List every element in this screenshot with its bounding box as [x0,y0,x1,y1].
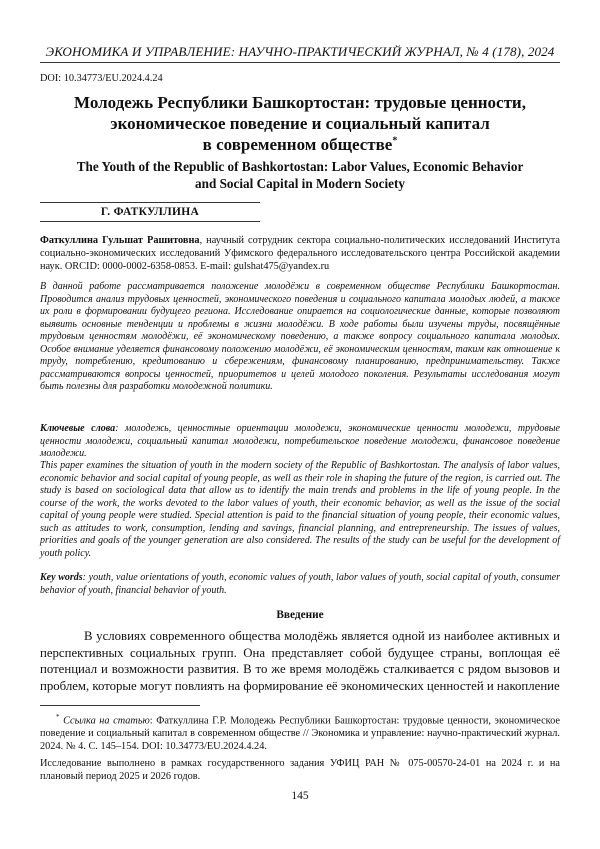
abstract-en: This paper examines the situation of youth in the modern society of the Republic of Bashkortostan. The analysis of labor values, economic behavior and social capital of young people, as well as their role in shaping the future of the region, is carried out. The study is based on sociological data that allow us to identify the main trends and problems in the life of young people. In the course of the work, the works devoted to the labor values of youth, their economic behavior, as well as the issue of the social capital of young people were studied. Special attention is paid to the financial situation of young people, their economic values, such as attitudes to work, consumption, lending and savings, financial planning, and entrepreneurship. The issues of values, priorities and goals of the younger generation are also considered. The results of the study can be useful for the development of youth policy. [40,460,560,559]
keywords-en [40,572,560,597]
section-heading-introduction: Введение [276,609,324,621]
abstract-ru: В данной работе рассматривается положение молодёжи в современном обществе Республики Башкортостан. Проводится анализ трудовых ценностей, экономического поведения и социального капитала молодых людей, а также их роли в формировании будущего региона. Исследование опирается на социологические данные, которые позволяют выявить основные тенденции и проблемы в жизни молодёжи. В ходе работы были изучены труды, посвящённые трудовым ценностям молодёжи, её экономическому поведению, а также вопросу социального капитала молодых. Особое внимание уделяется финансовому положению молодёжи, её экономическим ценностям, таким как отношение к труду, потреблению, кредитованию и сбережениям, финансовому планированию, предпринимательству. Также рассматриваются вопросы ценностей, приоритетов и целей молодого поколения. Результаты исследования могут быть полезны для разработки молодежной политики. [40,281,560,392]
author-name: Г. ФАТКУЛЛИНА [100,206,200,218]
keywords-en-label: Key words [40,572,83,583]
page-number: 145 [291,790,309,802]
running-header: ЭКОНОМИКА И УПРАВЛЕНИЕ: НАУЧНО-ПРАКТИЧЕСКИЙ ЖУРНАЛ, № 4 (178), 2024 [45,44,555,59]
title-ru-line-3: в современном обществе [202,135,393,154]
author-affiliation [40,234,560,273]
keywords-ru-text: : молодежь, ценностные ориентации молодежи, экономические ценности молодежи, трудовые ценности молодежи, социальный капитал молодежи, потребительское поведение молодежи, финансовое поведение молодежи. [40,423,560,459]
title-footnote-mark: * [392,135,398,147]
title-en-line-1: The Youth of the Republic of Bashkortostan: Labor Values, Economic Behavior [76,159,524,174]
article-title-en [40,158,560,192]
keywords-ru [40,423,560,461]
footnote-label: Ссылка на статью [63,715,150,727]
footnote-divider [40,705,200,706]
title-en-line-2: and Social Capital in Modern Society [195,176,405,191]
affiliation-name: Фаткуллина Гульшат Рашитовна [40,235,200,246]
body-paragraph: В условиях современного общества молодёжь является одной из наиболее активных и перспективных социальных групп. Она представляет собой будущее страны, воплощая её потенциал и возможности развития. В то же время молодёжь сталкивается с рядом вызовов и проблем, которые могут повлиять на формирование её экономических ценностей и накопление [40,629,560,694]
header-divider [40,62,560,63]
title-ru-line-2: экономическое поведение и социальный капитал [110,114,490,133]
citation-footnote [40,711,560,753]
title-ru-line-1: Молодежь Республики Башкортостан: трудовые ценности, [74,93,526,112]
footnote-mark: * [56,713,60,721]
doi-label: DOI: 10.34773/EU.2024.4.24 [40,73,163,84]
keywords-en-text: : youth, value orientations of youth, economic values of youth, labor values of youth, social capital of youth, consumer behavior of youth, financial behavior of youth. [40,572,561,596]
article-title-ru [40,92,560,155]
keywords-ru-label: Ключевые слова [40,423,116,434]
affiliation-details: , научный сотрудник сектора социально-политических исследований Института социально-экономических исследований Уфимского федерального исследовательского центра Российской академии наук. ORCID: 0000-0002-6358-0853. E-mail: gulshat475@yandex.ru [40,235,561,272]
footnote-text: : Фаткуллина Г.Р. Молодежь Республики Башкортостан: трудовые ценности, экономическое поведение и социальный капитал в современном обществе // Экономика и управление: научно-практический журнал. 2024. № 4. С. 145–154. DOI: 10.34773/EU.2024.4.24. [40,715,560,753]
funding-note: Исследование выполнено в рамках государственного задания УФИЦ РАН № 075-00570-24-01 на 2024 г. и на плановый период 2025 и 2026 годов. [40,758,560,782]
author-divider-bottom [40,221,260,222]
author-divider-top [40,202,260,203]
